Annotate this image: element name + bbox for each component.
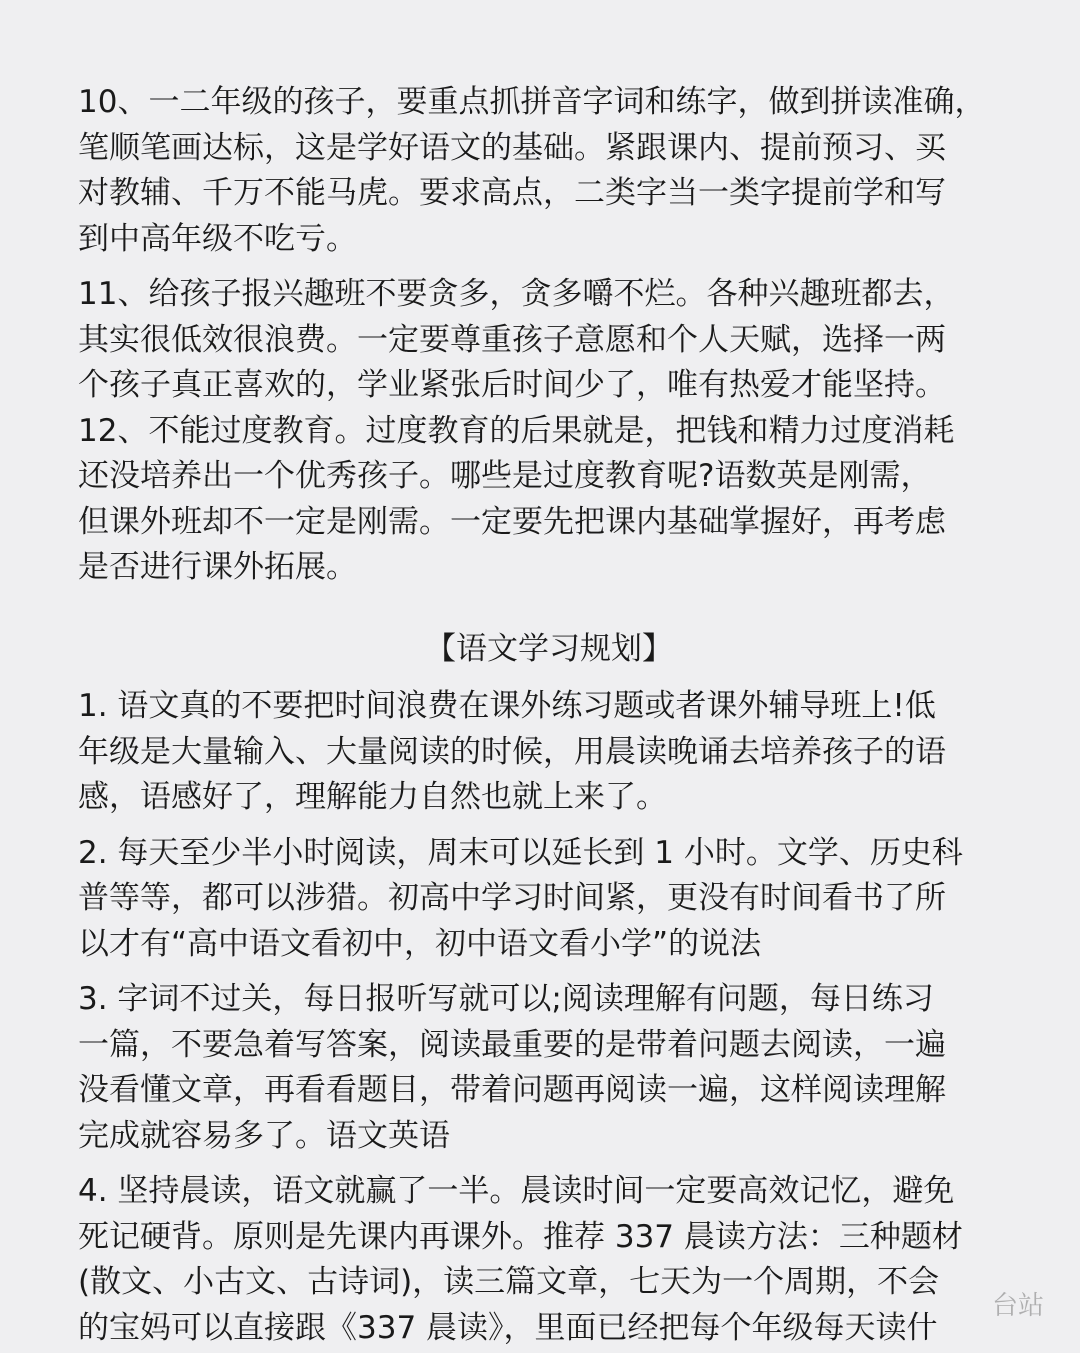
plan-item-2: 2. 每天至少半小时阅读，周末可以延长到 1 小时。文学、历史科 普等等，都可以涉猎。初高中学习时间紧，更没有时间看书了所 以才有“高中语文看初中，初中语文看小学”的说法: [78, 834, 963, 962]
paragraph-12: 12、不能过度教育。过度教育的后果就是，把钱和精力过度消耗 还没培养出一个优秀孩子。哪些是过度教育呢?语数英是刚需， 但课外班却不一定是刚需。一定要先把课内基础掌握好，再考虑 是否进行课外拓展。: [78, 412, 955, 585]
watermark: 台站: [991, 1290, 1044, 1321]
plan-item-3: 3. 字词不过关，每日报听写就可以;阅读理解有问题，每日练习 一篇，不要急着写答案，阅读最重要的是带着问题去阅读，一遍 没看懂文章，再看看题目，带着问题再阅读一遍，这样阅读理解 完成就容易多了。语文英语: [78, 981, 946, 1154]
section-heading: 【语文学习规划】: [425, 630, 673, 667]
paragraph-11: 11、给孩子报兴趣班不要贪多，贪多嚼不烂。各种兴趣班都去， 其实很低效很浪费。一定要尊重孩子意愿和个人天赋，选择一两 个孩子真正喜欢的，学业紧张后时间少了，唯有热爱才能坚持。: [78, 276, 955, 403]
paragraph-10: 10、一二年级的孩子，要重点抓拼音字词和练字，做到拼读准确， 笔顺笔画达标，这是学好语文的基础。紧跟课内、提前预习、买 对教辅、千万不能马虎。要求高点，二类字当一类字提前学和写 到中高年级不吃亏。: [78, 84, 986, 257]
plan-item-4: 4. 坚持晨读，语文就赢了一半。晨读时间一定要高效记忆，避免 死记硬背。原则是先课内再课外。推荐 337 晨读方法：三种题材 (散文、小古文、古诗词)，读三篇文章，七天为一个周期，不会 的宝妈可以直接跟《337 晨读》，里面已经把每个年级每天读什: [78, 1173, 963, 1346]
plan-item-1: 1. 语文真的不要把时间浪费在课外练习题或者课外辅导班上!低 年级是大量输入、大量阅读的时候，用晨读晚诵去培养孩子的语 感，语感好了，理解能力自然也就上来了。: [78, 688, 946, 815]
